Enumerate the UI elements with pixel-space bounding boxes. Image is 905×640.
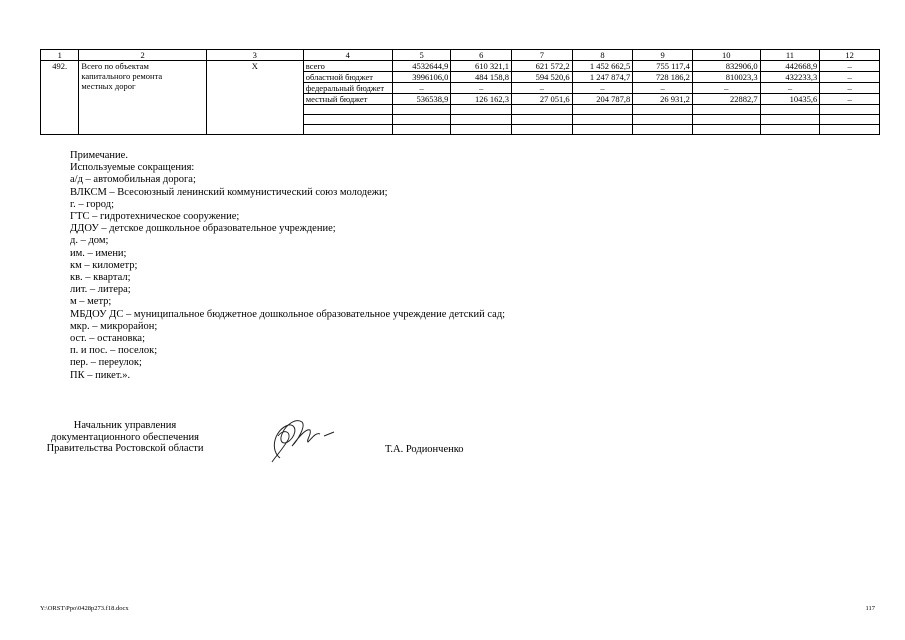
cell: 832906,0 [692, 61, 760, 72]
col-header: 11 [760, 50, 820, 61]
note-line: п. и пос. – поселок; [70, 345, 158, 357]
cell: 810023,3 [692, 72, 760, 83]
col-header: 1 [41, 50, 79, 61]
signatory-title-line: Правительства Ростовской области [46, 443, 204, 454]
cell: – [633, 83, 693, 94]
cell: – [451, 83, 512, 94]
col-header: 6 [451, 50, 512, 61]
note-line: лит. – литера; [70, 284, 131, 296]
note-line: а/д – автомобильная дорога; [70, 174, 196, 186]
cell: 432233,3 [760, 72, 820, 83]
cell: 204 787,8 [572, 94, 633, 105]
note-line: Примечание. [70, 150, 128, 161]
row-label: федеральный бюджет [303, 83, 392, 94]
table-header-row [41, 50, 880, 61]
note-line: д. – дом; [70, 235, 109, 247]
cell: 10435,6 [760, 94, 820, 105]
handwritten-signature [262, 410, 342, 468]
cell: 26 931,2 [633, 94, 693, 105]
cell: 610 321,1 [451, 61, 512, 72]
row-label: всего [303, 61, 392, 72]
page-number: 117 [865, 605, 875, 612]
col-header: 3 [206, 50, 303, 61]
note-line: мкр. – микрорайон; [70, 320, 158, 332]
note-line: МБДОУ ДС – муниципальное бюджетное дошкольное образовательное учреждение детский сад; [70, 308, 506, 320]
object-name-line: Всего по объектам [81, 61, 149, 71]
col-header: 2 [79, 50, 206, 61]
row-label: областной бюджет [303, 72, 392, 83]
note-line: Используемые сокращения: [70, 162, 195, 174]
signatory-name: Т.А. Родионченко [385, 444, 464, 455]
cell: 594 520,6 [512, 72, 573, 83]
cell: 1 452 662,5 [572, 61, 633, 72]
cell: – [512, 83, 573, 94]
col-header: 5 [392, 50, 451, 61]
object-name [79, 61, 206, 135]
note-line: км – километр; [70, 259, 138, 271]
signatory-title [40, 420, 210, 455]
cell: 3996106,0 [392, 72, 451, 83]
object-name-line: капитального ремонта [81, 71, 163, 81]
row-label: местный бюджет [303, 94, 392, 105]
cell: – [820, 72, 880, 83]
cell: – [692, 83, 760, 94]
budget-table [40, 49, 880, 135]
col-header: 12 [820, 50, 880, 61]
col-header: 10 [692, 50, 760, 61]
cell: – [760, 83, 820, 94]
cell: 442668,9 [760, 61, 820, 72]
cell: 536538,9 [392, 94, 451, 105]
note-line: ГТС – гидротехническое сооружение; [70, 211, 240, 223]
cell: – [820, 61, 880, 72]
cell: 1 247 874,7 [572, 72, 633, 83]
cell: 27 051,6 [512, 94, 573, 105]
note-line: ВЛКСМ – Всесоюзный ленинский коммунистический союз молодежи; [70, 186, 388, 198]
col3-value: Х [206, 61, 303, 135]
note-line: кв. – квартал; [70, 272, 131, 284]
cell: 755 117,4 [633, 61, 693, 72]
note-line: им. – имени; [70, 247, 127, 259]
note-line: ПК – пикет.». [70, 369, 131, 381]
abbreviations-note [70, 150, 505, 382]
note-line: ДДОУ – детское дошкольное образовательное учреждение; [70, 223, 336, 235]
col-header: 7 [512, 50, 573, 61]
note-line: г. – город; [70, 198, 114, 210]
col-header: 8 [572, 50, 633, 61]
table-row [41, 61, 880, 72]
signatory-title-line: документационного обеспечения [51, 431, 199, 443]
file-path: Y:\ORST\Ppo\0428p273.f18.docx [40, 605, 129, 612]
cell: 621 572,2 [512, 61, 573, 72]
cell: – [820, 83, 880, 94]
cell: 126 162,3 [451, 94, 512, 105]
col-header: 9 [633, 50, 693, 61]
cell: – [572, 83, 633, 94]
cell: 728 186,2 [633, 72, 693, 83]
signatory-title-line: Начальник управления [73, 420, 177, 431]
cell: 4532644,9 [392, 61, 451, 72]
row-number: 492. [41, 61, 79, 135]
note-line: ост. – остановка; [70, 333, 145, 345]
note-line: пер. – переулок; [70, 357, 142, 369]
cell: 484 158,8 [451, 72, 512, 83]
cell: – [392, 83, 451, 94]
cell: – [820, 94, 880, 105]
col-header: 4 [303, 50, 392, 61]
cell: 22882,7 [692, 94, 760, 105]
object-name-line: местных дорог [81, 81, 136, 91]
note-line: м – метр; [70, 296, 112, 308]
